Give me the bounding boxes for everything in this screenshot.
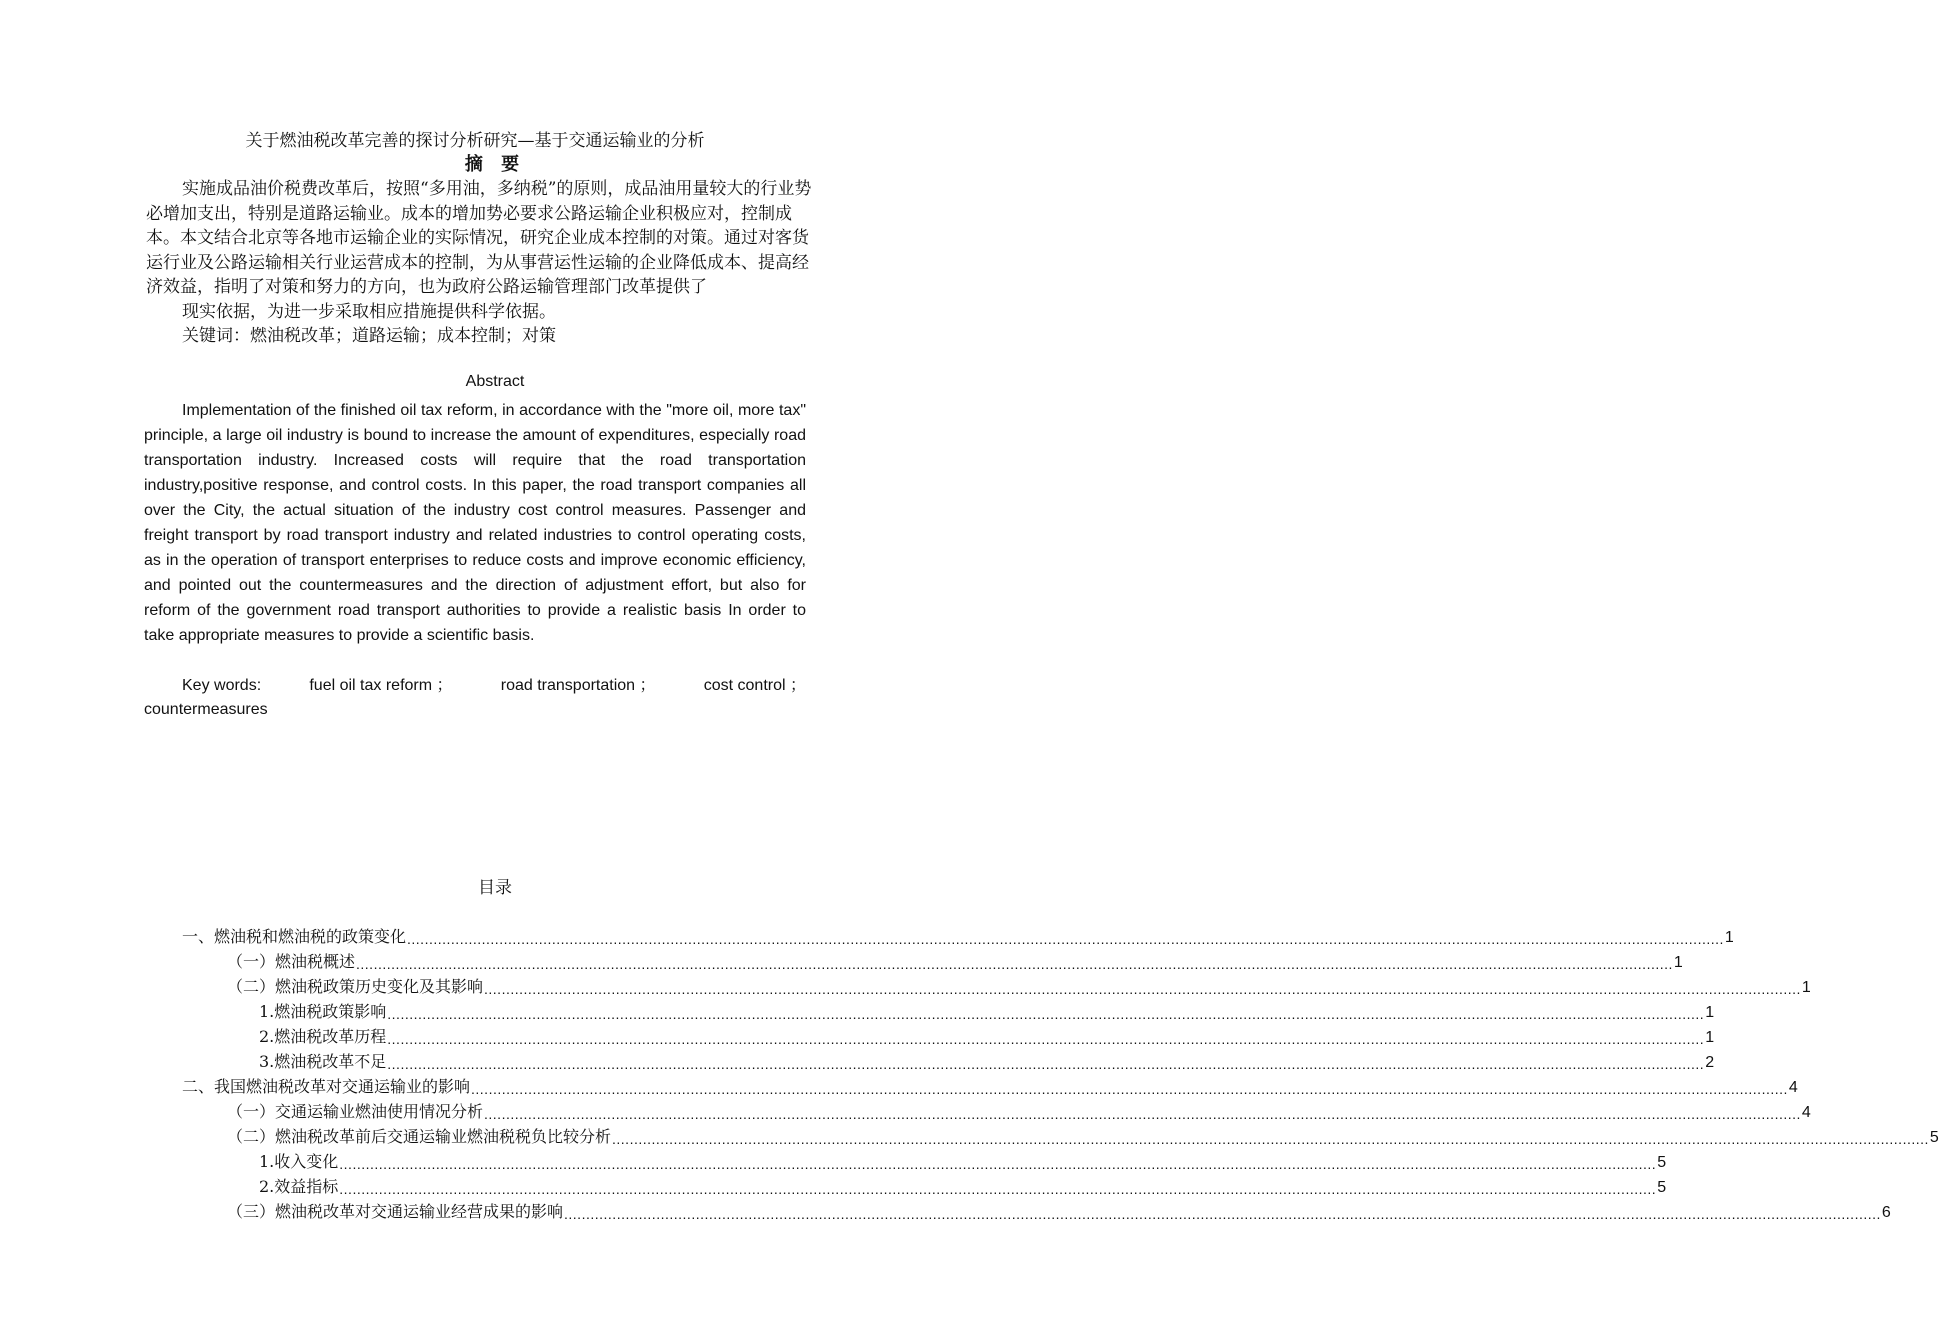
toc-entry-page: 1 [1705, 1004, 1715, 1021]
toc-entry-label: （三）燃油税改革对交通运输业经营成果的影响 [227, 1202, 564, 1221]
toc-leader-dots: ............................................................................................................................................................................................................................................................................................................ [564, 1206, 1881, 1222]
en-keywords-label: Key words: [182, 677, 262, 694]
document-title: 关于燃油税改革完善的探讨分析研究—基于交通运输业的分析 [245, 131, 705, 151]
toc-entry[interactable] [259, 1172, 1667, 1197]
toc-entry-page: 5 [1657, 1179, 1667, 1196]
toc-leader-dots: ............................................................................................................................................................................................................................................................................................................ [484, 1106, 1801, 1122]
toc-entry[interactable] [259, 1047, 1715, 1072]
toc-entry-page: 6 [1881, 1204, 1891, 1221]
toc-leader-dots: ............................................................................................................................................................................................................................................................................................................ [387, 1056, 1705, 1072]
toc-entry-page: 4 [1788, 1079, 1798, 1096]
zh-abstract-paragraph-2: 现实依据，为进一步采取相应措施提供科学依据。 [182, 301, 556, 322]
en-keyword: cost control ； [703, 677, 806, 694]
toc-entry-page: 1 [1801, 979, 1811, 996]
zh-abstract-paragraph: 实施成品油价税费改革后，按照“多用油，多纳税”的原则，成品油用量较大的行业势必增加支出，特别是道路运输业。成本的增加势必要求公路运输企业积极应对，控制成本。本文结合北京等各地市运输企业的实际情况，研究企业成本控制的对策。通过对客货运行业及公路运输相关行业运营成本的控制，为从事营运性运输的企业降低成本、提高经济效益，指明了对策和努力的方向，也为政府公路运输管理部门改革提供了 [146, 179, 812, 297]
toc-entry-label: 2.效益指标 [259, 1177, 339, 1196]
toc-entry-label: 一、燃油税和燃油税的政策变化 [182, 927, 407, 946]
toc-entry-label: 3.燃油税改革不足 [259, 1052, 387, 1071]
toc-entry-page: 2 [1705, 1054, 1715, 1071]
toc-entry-page: 5 [1929, 1129, 1939, 1146]
toc-entry[interactable] [227, 972, 1811, 997]
toc-leader-dots: ............................................................................................................................................................................................................................................................................................................ [407, 931, 1724, 947]
toc-leader-dots: ............................................................................................................................................................................................................................................................................................................ [339, 1181, 1657, 1197]
en-keyword-last: countermeasures [144, 701, 268, 718]
en-keyword: road transportation ； [500, 677, 656, 694]
toc-entry[interactable] [227, 1097, 1811, 1122]
toc-entry-label: 2.燃油税改革历程 [259, 1027, 387, 1046]
toc-entry-label: （一）燃油税概述 [227, 952, 356, 971]
en-abstract-heading: Abstract [465, 373, 525, 390]
toc-entry[interactable] [182, 922, 1734, 947]
toc-leader-dots: ............................................................................................................................................................................................................................................................................................................ [356, 956, 1673, 972]
toc-entry[interactable] [227, 947, 1683, 972]
toc-entry[interactable] [259, 1022, 1715, 1047]
toc-entry-page: 1 [1705, 1029, 1715, 1046]
en-keyword: fuel oil tax reform ； [309, 677, 453, 694]
zh-abstract-body [146, 177, 816, 349]
en-keywords [144, 674, 806, 722]
toc-leader-dots: ............................................................................................................................................................................................................................................................................................................ [612, 1131, 1929, 1147]
en-abstract-body [144, 398, 806, 648]
zh-keywords: 关键词：燃油税改革；道路运输；成本控制；对策 [182, 326, 556, 346]
toc-entry-page: 5 [1657, 1154, 1667, 1171]
toc-entry-label: （一）交通运输业燃油使用情况分析 [227, 1102, 484, 1121]
toc-entry-page: 4 [1801, 1104, 1811, 1121]
toc-leader-dots: ............................................................................................................................................................................................................................................................................................................ [339, 1156, 1657, 1172]
toc-leader-dots: ............................................................................................................................................................................................................................................................................................................ [387, 1031, 1705, 1047]
toc-entry[interactable] [227, 1122, 1939, 1147]
toc-leader-dots: ............................................................................................................................................................................................................................................................................................................ [471, 1081, 1788, 1097]
toc-entry-label: （二）燃油税政策历史变化及其影响 [227, 977, 484, 996]
toc-leader-dots: ............................................................................................................................................................................................................................................................................................................ [484, 981, 1801, 997]
toc-entry-label: 1.收入变化 [259, 1152, 339, 1171]
toc-leader-dots: ............................................................................................................................................................................................................................................................................................................ [387, 1006, 1705, 1022]
toc-entry-label: 二、我国燃油税改革对交通运输业的影响 [182, 1077, 471, 1096]
toc-entry[interactable] [182, 1072, 1798, 1097]
toc-entry-label: （二）燃油税改革前后交通运输业燃油税税负比较分析 [227, 1127, 612, 1146]
toc-entry[interactable] [259, 1147, 1667, 1172]
en-keywords-line [144, 674, 806, 698]
zh-abstract-heading: 摘 要 [464, 154, 526, 175]
toc-heading: 目录 [478, 878, 512, 898]
toc-entry-page: 1 [1724, 929, 1734, 946]
toc-entry[interactable] [227, 1197, 1891, 1222]
toc-entry-label: 1.燃油税政策影响 [259, 1002, 387, 1021]
en-abstract-paragraph: Implementation of the finished oil tax reform, in accordance with the "more oil, more tax" principle, a large oil industry is bound to increase the amount of expenditures, especially road transportation industry. Increased costs will require that the road transportation industry,positive response, and control costs. In this paper, the road transport companies all over the City, the actual situation of the industry cost control measures. Passenger and freight transport by road transport industry and related industries to control operating costs, as in the operation of transport enterprises to reduce costs and improve economic efficiency, and pointed out the countermeasures and the direction of adjustment effort, but also for reform of the government road transport authorities to provide a realistic basis In order to take appropriate measures to provide a scientific basis. [144, 402, 806, 644]
toc-entry[interactable] [259, 997, 1715, 1022]
toc-entry-page: 1 [1673, 954, 1683, 971]
